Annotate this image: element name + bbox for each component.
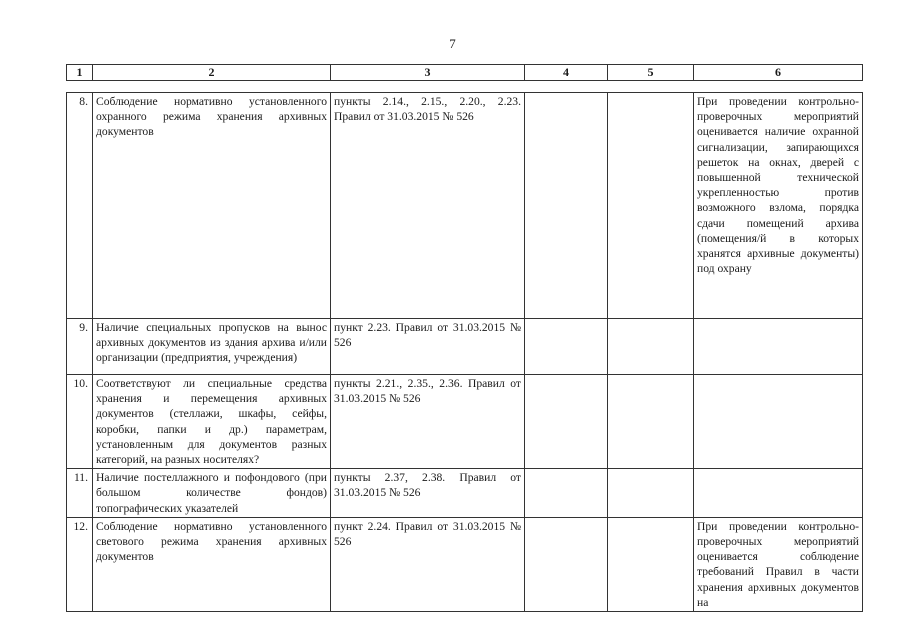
col5-cell bbox=[608, 517, 694, 611]
requirement-cell: Соблюдение нормативно установленного охранного режима хранения архивных документов bbox=[93, 93, 331, 319]
requirement-cell: Наличие специальных пропусков на вынос архивных документов из здания архива и/или организации (предприятия, учреждения) bbox=[93, 319, 331, 375]
note-cell: При проведении контрольно-проверочных мероприятий оценивается наличие охранной сигнализации, запирающихся решеток на окнах, дверей с повышенной технической укрепленностью против возможного взлома, порядка сдачи помещений архива (помещения/й в которых хранятся архивные документы) под охрану bbox=[694, 93, 863, 319]
table-row bbox=[67, 93, 863, 319]
requirement-cell: Соответствуют ли специальные средства хранения и перемещения архивных документов (стеллажи, шкафы, сейфы, коробки, папки и др.) параметрам, установленным для документов разных категорий, на разных носителях? bbox=[93, 375, 331, 469]
table-row bbox=[67, 319, 863, 375]
requirement-cell: Наличие постеллажного и пофондового (при большом количестве фондов) топографических указателей bbox=[93, 469, 331, 518]
basis-cell: пункты 2.21., 2.35., 2.36. Правил от 31.03.2015 № 526 bbox=[331, 375, 525, 469]
col4-cell bbox=[525, 93, 608, 319]
row-number: 8. bbox=[67, 93, 93, 319]
table-row bbox=[67, 375, 863, 469]
row-number: 12. bbox=[67, 517, 93, 611]
col4-cell bbox=[525, 375, 608, 469]
header-col-6: 6 bbox=[694, 65, 863, 81]
col4-cell bbox=[525, 319, 608, 375]
row-number: 9. bbox=[67, 319, 93, 375]
note-cell bbox=[694, 319, 863, 375]
col4-cell bbox=[525, 517, 608, 611]
header-table bbox=[66, 64, 863, 81]
col5-cell bbox=[608, 469, 694, 518]
row-number: 10. bbox=[67, 375, 93, 469]
row-number: 11. bbox=[67, 469, 93, 518]
header-row bbox=[67, 65, 863, 81]
col5-cell bbox=[608, 93, 694, 319]
basis-cell: пункты 2.14., 2.15., 2.20., 2.23. Правил от 31.03.2015 № 526 bbox=[331, 93, 525, 319]
col4-cell bbox=[525, 469, 608, 518]
table-row bbox=[67, 517, 863, 611]
basis-cell: пункт 2.23. Правил от 31.03.2015 № 526 bbox=[331, 319, 525, 375]
col5-cell bbox=[608, 375, 694, 469]
header-col-4: 4 bbox=[525, 65, 608, 81]
basis-cell: пункты 2.37, 2.38. Правил от 31.03.2015 № 526 bbox=[331, 469, 525, 518]
basis-cell: пункт 2.24. Правил от 31.03.2015 № 526 bbox=[331, 517, 525, 611]
checklist-table bbox=[66, 92, 863, 612]
header-col-3: 3 bbox=[331, 65, 525, 81]
note-cell: При проведении контрольно-проверочных мероприятий оценивается соблюдение требований Правил в части хранения архивных документов на bbox=[694, 517, 863, 611]
header-col-1: 1 bbox=[67, 65, 93, 81]
table-row bbox=[67, 469, 863, 518]
header-col-5: 5 bbox=[608, 65, 694, 81]
header-col-2: 2 bbox=[93, 65, 331, 81]
page-number: 7 bbox=[449, 36, 456, 51]
col5-cell bbox=[608, 319, 694, 375]
note-cell bbox=[694, 469, 863, 518]
requirement-cell: Соблюдение нормативно установленного светового режима хранения архивных документов bbox=[93, 517, 331, 611]
note-cell bbox=[694, 375, 863, 469]
